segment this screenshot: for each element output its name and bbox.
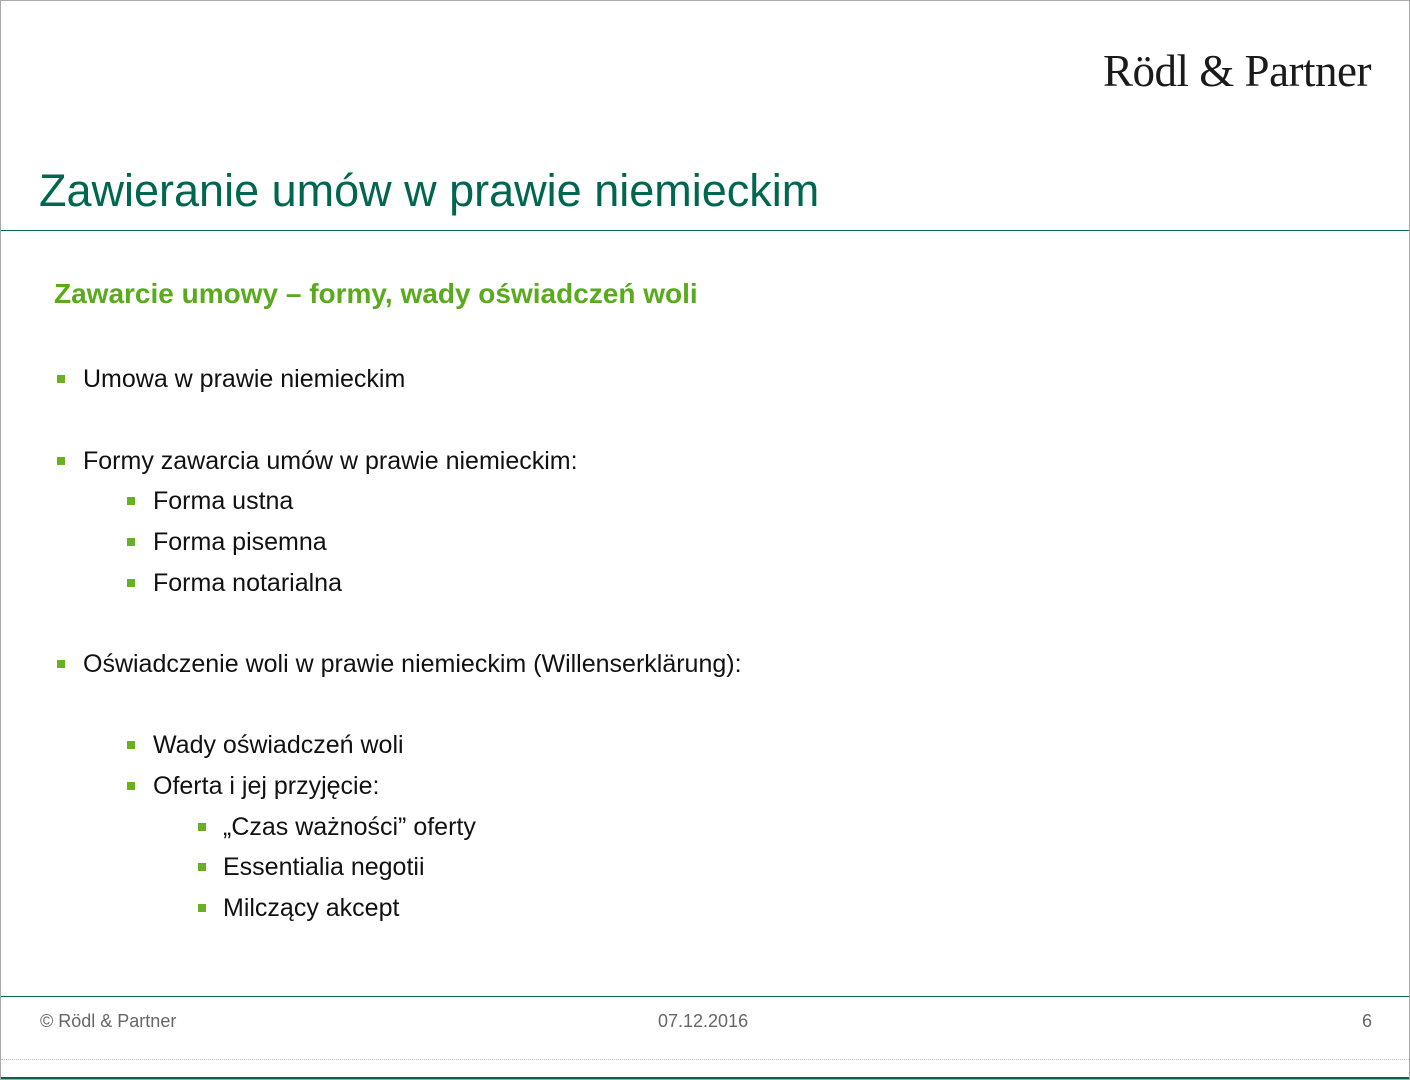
list-item: Milczący akcept (223, 894, 400, 922)
footer-copyright: © Rödl & Partner (40, 1011, 177, 1031)
company-logo: Rödl & Partner (1103, 46, 1371, 96)
bullet-marker-icon (127, 782, 135, 790)
bullet-marker-icon (198, 863, 206, 871)
bullet-marker-icon (198, 904, 206, 912)
bullet-marker-icon (57, 457, 65, 465)
slide-subtitle: Zawarcie umowy – formy, wady oświadczeń woli (54, 278, 698, 309)
bottom-dotted-line (1, 1059, 1409, 1060)
bullet-marker-icon (127, 538, 135, 546)
list-item: Umowa w prawie niemieckim (83, 365, 406, 393)
title-divider (1, 230, 1409, 231)
list-item: Forma ustna (153, 487, 294, 515)
list-item: „Czas ważności” oferty (223, 813, 476, 841)
list-item: Oferta i jej przyjęcie: (153, 772, 380, 800)
list-item: Wady oświadczeń woli (153, 731, 404, 759)
list-item: Forma pisemna (153, 528, 327, 556)
bullet-marker-icon (198, 823, 206, 831)
footer-divider (1, 996, 1409, 997)
list-item: Forma notarialna (153, 569, 342, 597)
bullet-marker-icon (57, 375, 65, 383)
bullet-marker-icon (127, 497, 135, 505)
slide-title: Zawieranie umów w prawie niemieckim (39, 165, 820, 216)
bullet-marker-icon (57, 660, 65, 668)
bullet-marker-icon (127, 579, 135, 587)
bottom-accent-line (1, 1077, 1409, 1079)
list-item: Oświadczenie woli w prawie niemieckim (Willenserklärung): (83, 650, 742, 678)
bullet-marker-icon (127, 741, 135, 749)
footer-page-number: 6 (1361, 1011, 1372, 1031)
footer-date: 07.12.2016 (658, 1011, 749, 1031)
list-item: Essentialia negotii (223, 853, 425, 881)
list-item: Formy zawarcia umów w prawie niemieckim: (83, 447, 578, 475)
